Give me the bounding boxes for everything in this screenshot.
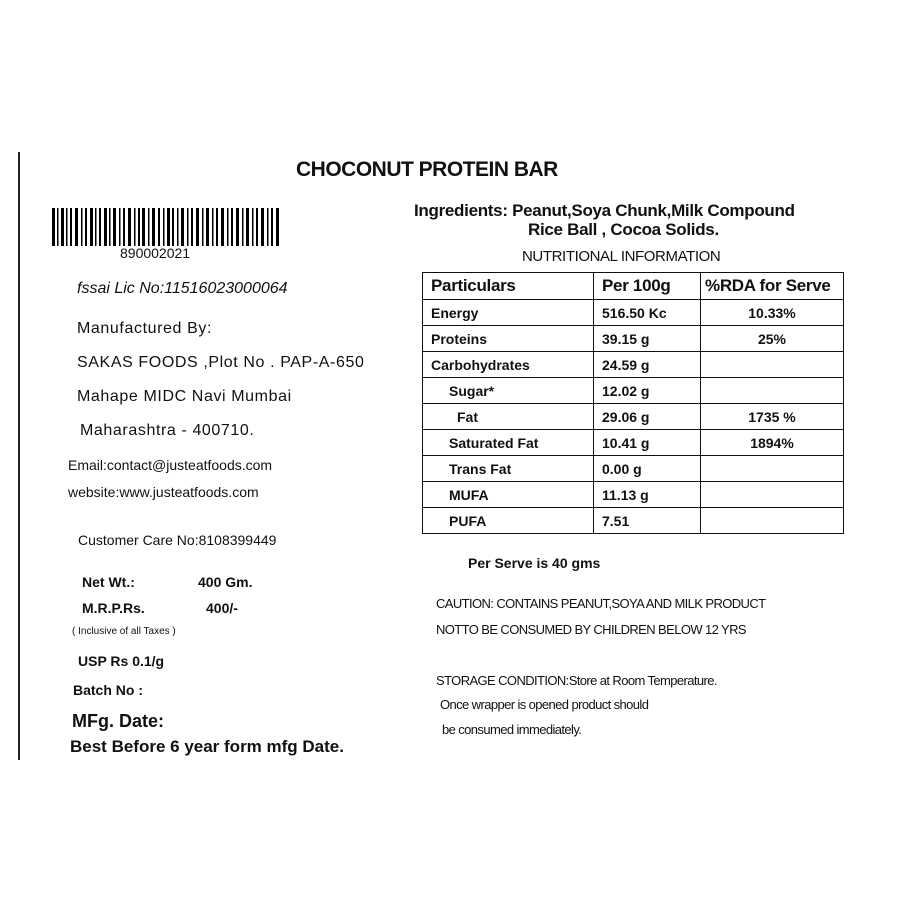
mrp-note: ( Inclusive of all Taxes ) <box>72 626 176 637</box>
storage-line3: be consumed immediately. <box>442 722 582 737</box>
table-row <box>423 430 844 456</box>
table-row <box>423 456 844 482</box>
caution-line2: NOTTO BE CONSUMED BY CHILDREN BELOW 12 YRS <box>436 622 746 637</box>
usp-text: USP Rs 0.1/g <box>78 653 165 669</box>
customer-care: Customer Care No:8108399449 <box>78 532 277 548</box>
manufacturer-line2: Mahape MIDC Navi Mumbai <box>77 388 292 405</box>
header-particulars: Particulars <box>423 273 594 300</box>
header-rda: %RDA for Serve <box>701 273 844 300</box>
nutrient-name: Trans Fat <box>423 456 594 482</box>
nutrient-rda <box>701 508 844 534</box>
mrp-value: 400/- <box>206 600 238 616</box>
table-row <box>423 378 844 404</box>
nutrient-value: 516.50 Kc <box>594 300 701 326</box>
net-wt-value: 400 Gm. <box>198 574 253 590</box>
table-header-row <box>423 273 844 300</box>
nutrient-name: PUFA <box>423 508 594 534</box>
batch-no: Batch No : <box>73 682 143 698</box>
caution-line1: CAUTION: CONTAINS PEANUT,SOYA AND MILK PRODUCT <box>436 596 766 611</box>
nutrient-value: 7.51 <box>594 508 701 534</box>
storage-line2: Once wrapper is opened product should <box>440 697 649 712</box>
table-row <box>423 300 844 326</box>
manufacturer-heading: Manufactured By: <box>77 320 212 337</box>
ingredients-line1: Ingredients: Peanut,Soya Chunk,Milk Compound <box>414 201 795 220</box>
fssai-license: fssai Lic No:11516023000064 <box>77 280 288 297</box>
nutrient-rda: 1735 % <box>701 404 844 430</box>
barcode-image <box>52 208 282 246</box>
nutrient-value: 11.13 g <box>594 482 701 508</box>
nutrient-value: 10.41 g <box>594 430 701 456</box>
mrp-label: M.R.P.Rs. <box>82 600 145 616</box>
table-row <box>423 326 844 352</box>
manufacturer-line3: Maharashtra - 400710. <box>80 422 255 439</box>
table-row <box>423 404 844 430</box>
nutrient-name: Proteins <box>423 326 594 352</box>
manufacturer-line1: SAKAS FOODS ,Plot No . PAP-A-650 <box>77 354 365 371</box>
nutrient-rda: 1894% <box>701 430 844 456</box>
barcode-number: 890002021 <box>120 245 191 261</box>
storage-line1: STORAGE CONDITION:Store at Room Temperature. <box>436 673 717 688</box>
nutrition-heading: NUTRITIONAL INFORMATION <box>522 248 721 265</box>
nutrition-table <box>422 272 844 534</box>
website-text: website:www.justeatfoods.com <box>68 484 259 500</box>
mfg-date: MFg. Date: <box>72 711 164 731</box>
table-row <box>423 352 844 378</box>
table-row <box>423 482 844 508</box>
product-title: CHOCONUT PROTEIN BAR <box>296 158 558 181</box>
left-border-line <box>18 152 20 760</box>
nutrient-name: MUFA <box>423 482 594 508</box>
ingredients-line2: Rice Ball , Cocoa Solids. <box>528 220 719 239</box>
nutrient-rda <box>701 482 844 508</box>
nutrient-rda <box>701 378 844 404</box>
nutrient-value: 0.00 g <box>594 456 701 482</box>
nutrient-rda: 10.33% <box>701 300 844 326</box>
nutrient-name: Fat <box>423 404 594 430</box>
nutrient-value: 12.02 g <box>594 378 701 404</box>
per-serve-text: Per Serve is 40 gms <box>468 555 601 571</box>
net-wt-label: Net Wt.: <box>82 574 135 590</box>
nutrient-name: Energy <box>423 300 594 326</box>
nutrient-rda <box>701 456 844 482</box>
nutrient-name: Carbohydrates <box>423 352 594 378</box>
best-before: Best Before 6 year form mfg Date. <box>70 737 344 756</box>
nutrient-name: Saturated Fat <box>423 430 594 456</box>
email-text: Email:contact@justeatfoods.com <box>68 457 273 473</box>
nutrient-value: 29.06 g <box>594 404 701 430</box>
nutrient-name: Sugar* <box>423 378 594 404</box>
nutrient-rda: 25% <box>701 326 844 352</box>
nutrient-rda <box>701 352 844 378</box>
table-row <box>423 508 844 534</box>
header-per-100g: Per 100g <box>594 273 701 300</box>
nutrient-value: 39.15 g <box>594 326 701 352</box>
nutrient-value: 24.59 g <box>594 352 701 378</box>
